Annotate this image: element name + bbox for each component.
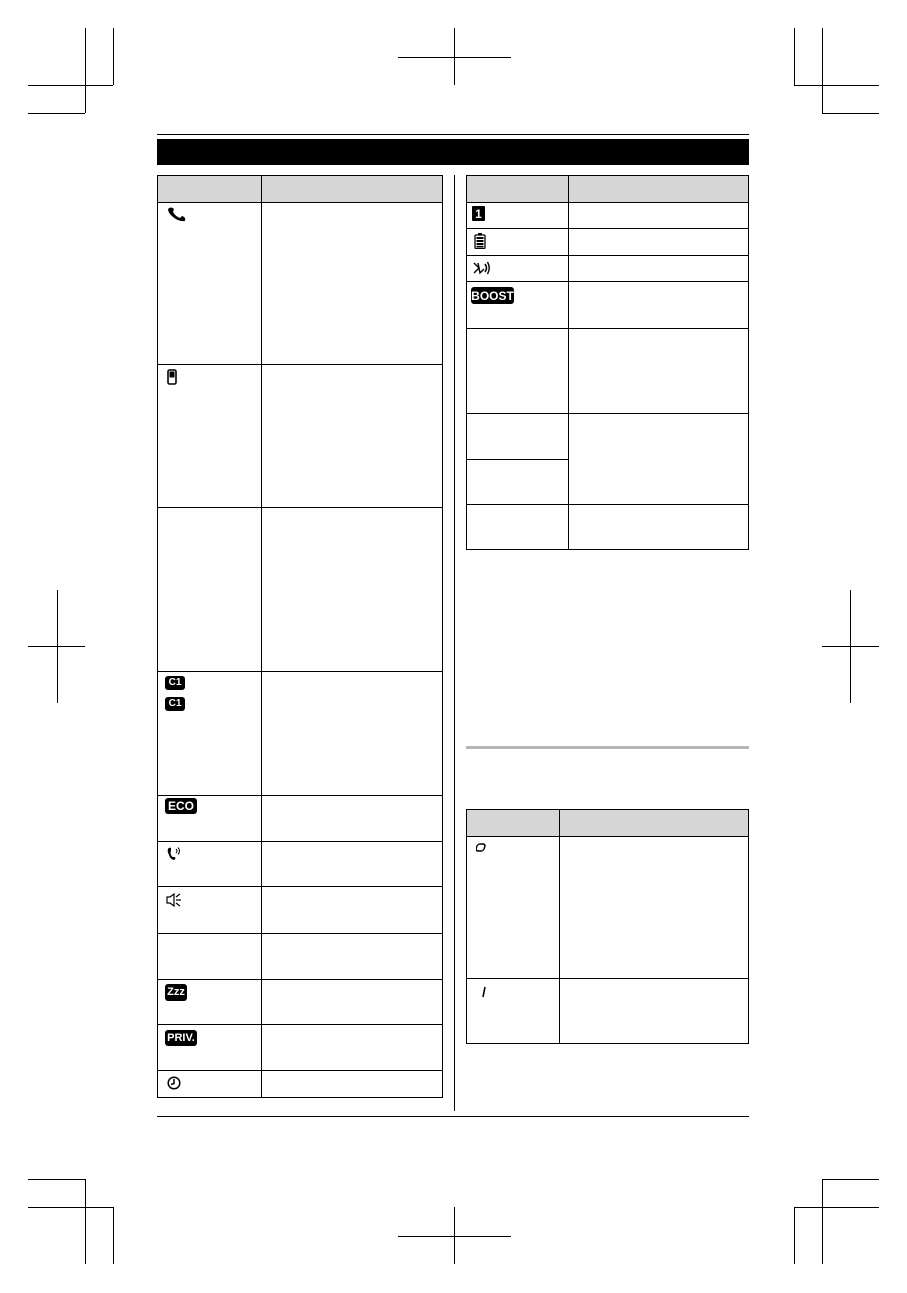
table-header xyxy=(467,176,748,203)
crop-mark-bottom-right-h2 xyxy=(794,1207,879,1208)
row-separator xyxy=(467,413,748,414)
handset-icon xyxy=(166,368,178,386)
ringer-icon xyxy=(165,845,183,863)
crop-mark-top-right-v xyxy=(822,28,823,113)
clock-icon xyxy=(166,1075,182,1091)
row-separator xyxy=(158,886,442,887)
eco-icon: ECO xyxy=(165,798,197,814)
display-icon-table-right xyxy=(466,175,749,550)
outline-1-icon xyxy=(479,985,489,999)
crop-mark-top-left-h xyxy=(28,85,113,86)
crop-mark-top-left-v xyxy=(85,28,86,113)
crop-mark-top-right-h xyxy=(794,85,879,86)
display-icon-table-left xyxy=(157,175,443,1098)
crop-mark-top-left-h2 xyxy=(28,113,85,114)
outline-0-icon xyxy=(475,841,489,855)
crop-mark-bottom-left-v xyxy=(85,1179,86,1264)
sleep-icon: Zzz xyxy=(165,984,187,1001)
crop-mark-top-right-h2 xyxy=(822,113,879,114)
privacy-icon: PRIV. xyxy=(165,1030,197,1046)
column-line xyxy=(261,176,262,1097)
boost-icon: BOOST xyxy=(471,288,514,303)
header-rule xyxy=(157,134,749,135)
table-header xyxy=(158,176,442,203)
table-header xyxy=(467,810,748,837)
battery-icon xyxy=(473,232,487,250)
register-mark-right-v xyxy=(850,590,851,703)
column-line xyxy=(559,810,560,1043)
crop-mark-top-right-v2 xyxy=(794,28,795,85)
row-separator xyxy=(158,507,442,508)
row-separator xyxy=(158,841,442,842)
row-separator xyxy=(158,933,442,934)
crop-mark-bottom-right-v2 xyxy=(794,1207,795,1264)
crop-mark-bottom-left-h2 xyxy=(28,1207,113,1208)
register-mark-top-v xyxy=(454,28,455,85)
c1-line-icon-2: C1 xyxy=(165,697,185,711)
row-separator xyxy=(467,978,748,979)
section-heading-rule xyxy=(466,746,749,749)
handset-number-icon: 1 xyxy=(472,206,485,221)
row-separator xyxy=(158,364,442,365)
row-separator xyxy=(467,255,748,256)
row-separator xyxy=(467,281,748,282)
row-separator xyxy=(158,979,442,980)
row-separator xyxy=(158,1070,442,1071)
crop-mark-top-left-v2 xyxy=(113,28,114,85)
page-title xyxy=(157,143,165,160)
title-bar xyxy=(157,139,749,165)
row-separator xyxy=(158,671,442,672)
crop-mark-bottom-left-v2 xyxy=(113,1207,114,1264)
column-line xyxy=(568,176,569,549)
crop-mark-bottom-right-v xyxy=(822,1179,823,1264)
row-separator xyxy=(158,1024,442,1025)
row-separator xyxy=(467,228,748,229)
column-divider xyxy=(454,175,455,1111)
speaker-icon xyxy=(165,892,183,908)
crop-mark-bottom-right-h xyxy=(822,1179,879,1180)
footer-rule xyxy=(157,1116,749,1117)
row-separator xyxy=(467,459,568,460)
row-separator xyxy=(158,795,442,796)
handset-off-hook-icon xyxy=(165,205,189,223)
register-mark-bottom-v xyxy=(454,1207,455,1264)
display-icon-table-lower xyxy=(466,809,749,1044)
c1-line-icon: C1 xyxy=(165,676,185,690)
row-separator xyxy=(467,504,748,505)
row-separator xyxy=(467,328,748,329)
crop-mark-bottom-left-h xyxy=(28,1179,85,1180)
signal-off-icon xyxy=(472,260,492,276)
register-mark-left-v xyxy=(57,590,58,703)
